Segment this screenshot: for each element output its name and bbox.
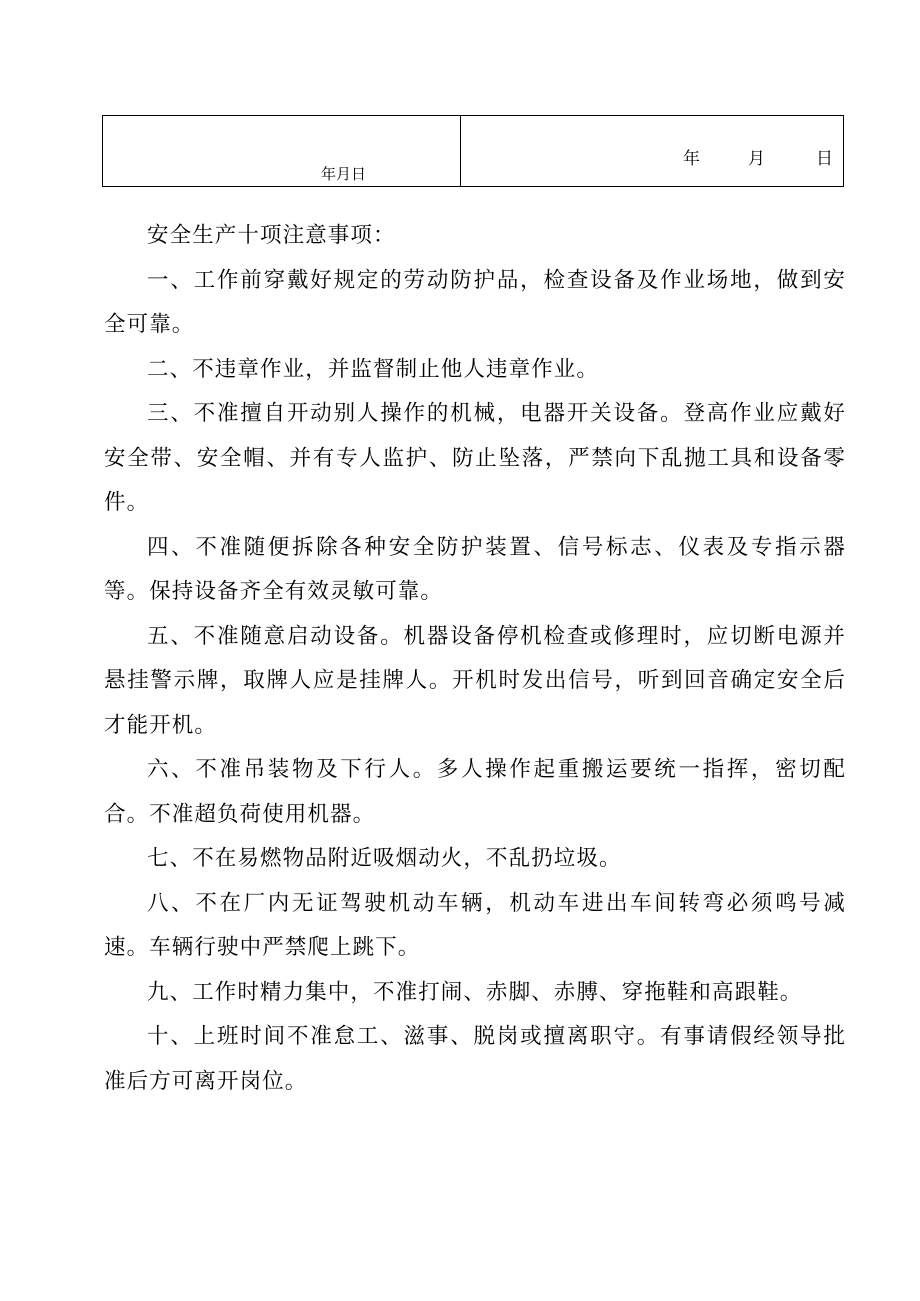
notice-item-10: 十、上班时间不准怠工、滋事、脱岗或擅离职守。有事请假经领导批准后方可离开岗位。 (104, 1024, 846, 1094)
left-date-label: 年月日 (321, 165, 367, 183)
notice-item-4: 四、不准随便拆除各种安全防护装置、信号标志、仪表及专指示器等。保持设备齐全有效灵敏可靠。 (104, 534, 846, 604)
signature-cell-right (461, 116, 844, 187)
notice-item-8: 八、不在厂内无证驾驶机动车辆，机动车进出车间转弯必须鸣号减速。车辆行驶中严禁爬上跳下。 (104, 890, 846, 960)
notice-item-3: 三、不准擅自开动别人操作的机械，电器开关设备。登高作业应戴好安全带、安全帽、并有专人监护、防止坠落，严禁向下乱抛工具和设备零件。 (104, 401, 846, 515)
signature-table (102, 115, 844, 187)
notice-item-6: 六、不准吊装物及下行人。多人操作起重搬运要统一指挥，密切配合。不准超负荷使用机器。 (104, 757, 846, 827)
signature-cell-left (103, 116, 461, 187)
date-day-label: 日 (816, 149, 833, 169)
notice-item-9: 九、工作时精力集中，不准打闹、赤脚、赤膊、穿拖鞋和高跟鞋。 (147, 979, 803, 1005)
safety-notice (104, 214, 846, 1104)
notice-item-5: 五、不准随意启动设备。机器设备停机检查或修理时，应切断电源并悬挂警示牌，取牌人应是挂牌人。开机时发出信号，听到回音确定安全后才能开机。 (104, 623, 846, 738)
notice-heading: 安全生产十项注意事项： (147, 223, 396, 248)
notice-item-7: 七、不在易燃物品附近吸烟动火，不乱扔垃圾。 (147, 846, 622, 871)
date-month-label: 月 (748, 149, 765, 169)
notice-item-2: 二、不违章作业，并监督制止他人违章作业。 (147, 356, 600, 382)
notice-item-1: 一、工作前穿戴好规定的劳动防护品，检查设备及作业场地，做到安全可靠。 (104, 267, 846, 337)
date-year-label: 年 (683, 149, 700, 169)
